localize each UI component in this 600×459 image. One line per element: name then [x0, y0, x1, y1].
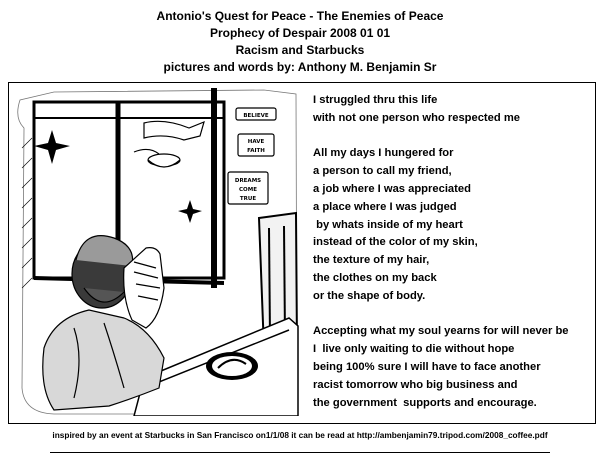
poem-line: All my days I hungered for	[313, 147, 454, 160]
title-line-1: Antonio's Quest for Peace - The Enemies of Peace	[156, 9, 444, 23]
footer-citation: inspired by an event at Starbucks in San Francisco on1/1/08 it can be read at http://ambenjamin79.tripod.com/2008_coffee.pdf	[52, 430, 548, 440]
bottom-divider	[50, 452, 550, 453]
title-line-2: Prophecy of Despair 2008 01 01	[209, 26, 391, 40]
poem-line: with not one person who respected me	[313, 111, 520, 124]
sign-faith-text: FAITH	[247, 148, 265, 154]
poem-text	[313, 92, 597, 412]
sign-dreams-text: DREAMS	[234, 178, 262, 184]
poem-line: the texture of my hair,	[313, 254, 430, 267]
poem-line: Accepting what my soul yearns for will never be	[313, 325, 569, 338]
title-line-3: Racism and Starbucks	[235, 43, 365, 57]
poem-line: racist tomorrow who big business and	[313, 378, 518, 391]
poem-line: being 100% sure I will have to face another	[313, 360, 541, 373]
poem-line: a place where I was judged	[313, 200, 457, 213]
title-line-4: pictures and words by: Anthony M. Benjamin Sr	[163, 60, 437, 74]
poem-line: a job where I was appreciated	[313, 182, 471, 195]
poem-line: instead of the color of my skin,	[313, 236, 478, 249]
sign-have-faith	[238, 134, 274, 156]
poem-line: by whats inside of my heart	[313, 218, 463, 231]
sign-believe	[236, 108, 276, 120]
poem-line: a person to call my friend,	[313, 165, 452, 178]
sign-come-text: COME	[239, 187, 257, 193]
poem-line: I struggled thru this life	[313, 94, 438, 106]
poem-line: the government supports and encourage.	[313, 396, 537, 409]
sign-have-text: HAVE	[247, 139, 265, 145]
coffee-shop-illustration	[14, 88, 299, 416]
sign-dreams-come-true	[228, 172, 268, 204]
header-title-block	[0, 8, 600, 76]
stanza-gap	[313, 306, 597, 324]
poem-line: I live only waiting to die without hope	[313, 343, 515, 356]
sign-believe-text: BELIEVE	[243, 113, 269, 119]
coffee-cup-logo	[206, 352, 258, 380]
poem-line: or the shape of body.	[313, 289, 426, 302]
stanza-gap	[313, 128, 597, 146]
poem-line: the clothes on my back	[313, 271, 437, 284]
sign-true-text: TRUE	[239, 196, 257, 202]
